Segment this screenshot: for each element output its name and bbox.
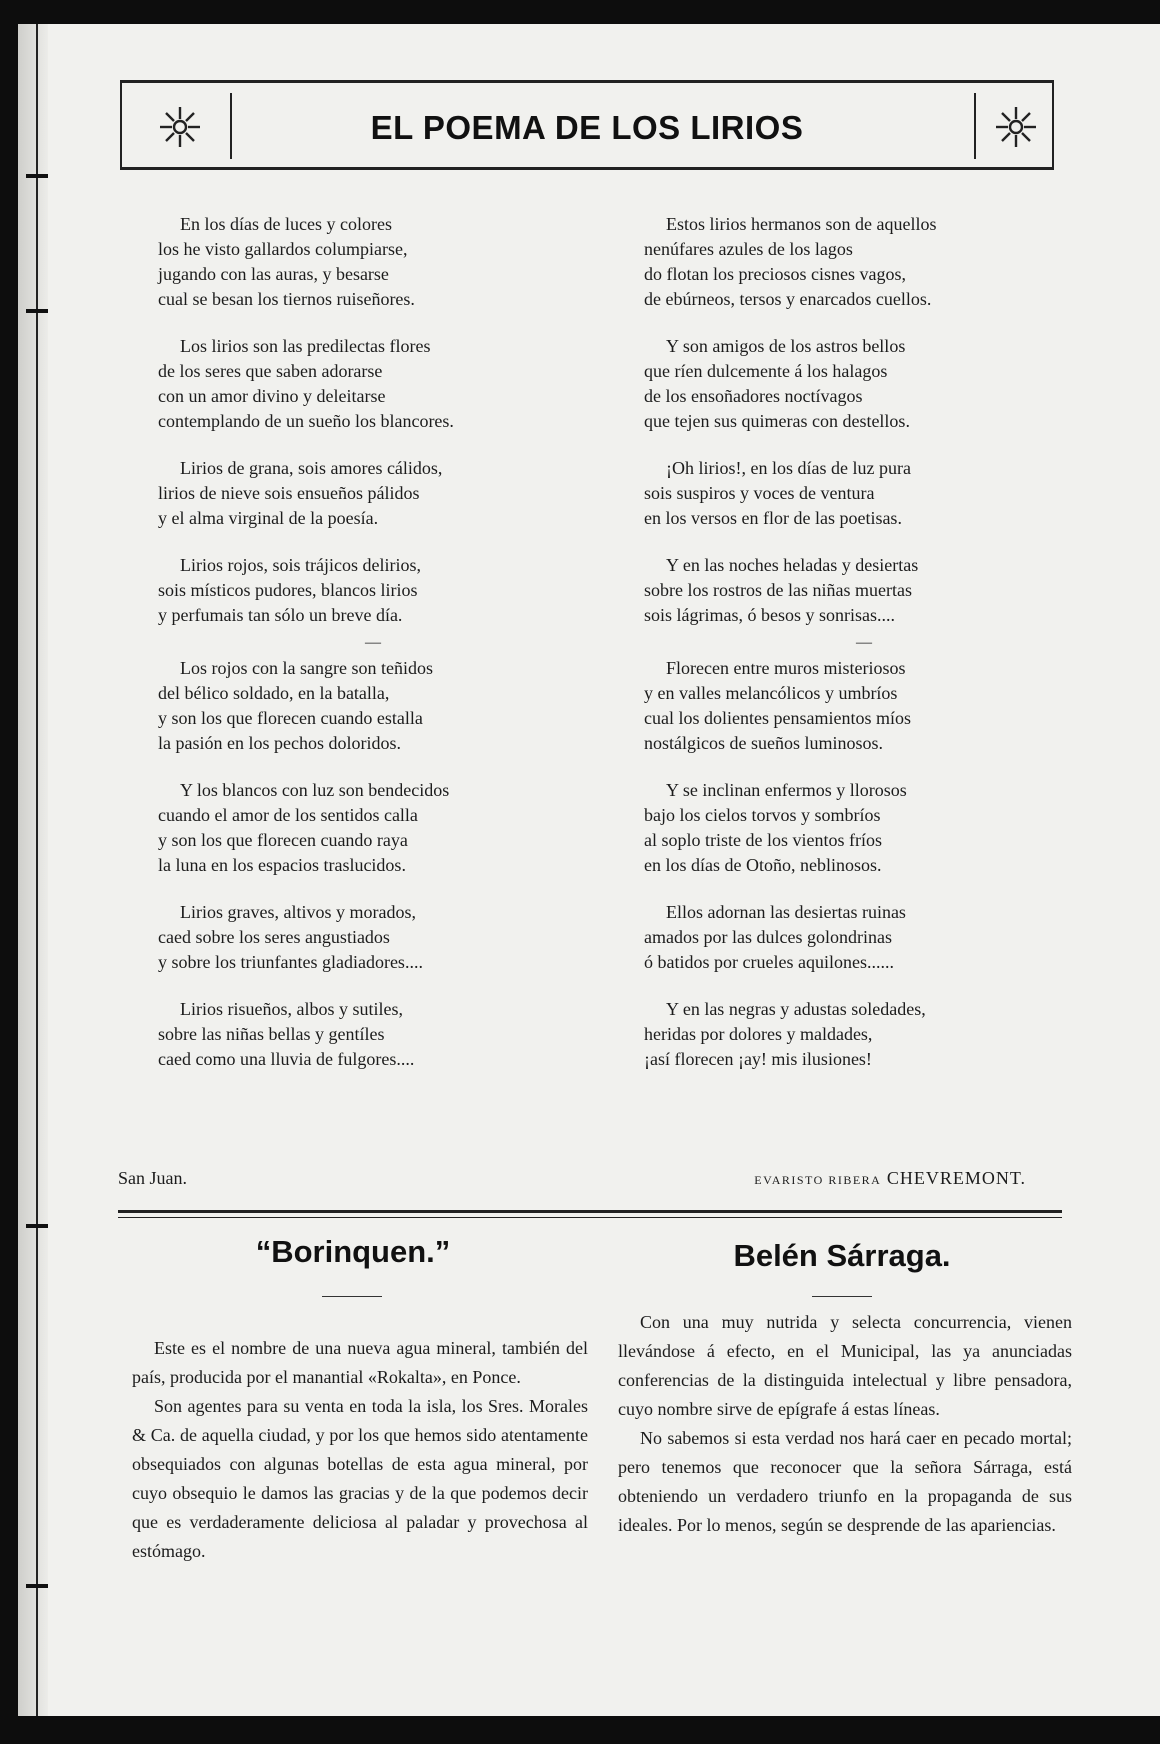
poem-stanza xyxy=(644,656,1084,756)
article-paragraph: No sabemos si esta verdad nos hará caer en pecado mortal; pero tenemos que reconocer que la señora Sárraga, está obteniendo un verdadero triunfo en la propaganda de sus ideales. Por lo menos, según se desprende de las apariencias. xyxy=(618,1428,1072,1535)
poem-line: y el alma virginal de la poesía. xyxy=(158,508,379,528)
poem-line: al soplo triste de los vientos fríos xyxy=(644,830,882,850)
poem-line: bajo los cielos torvos y sombríos xyxy=(644,805,881,825)
poem-title: EL POEMA DE LOS LIRIOS xyxy=(370,109,804,146)
poem-line: y son los que florecen cuando raya xyxy=(158,830,408,850)
poem-line: Y se inclinan enfermos y llorosos xyxy=(666,780,907,800)
poem-line: Florecen entre muros misteriosos xyxy=(666,658,906,678)
poem-stanza xyxy=(644,334,1084,434)
author-first-name: EVARISTO RIBERA xyxy=(754,1173,882,1187)
poem-line: de ebúrneos, tersos y enarcados cuellos. xyxy=(644,289,932,309)
poem-line: en los días de Otoño, neblinosos. xyxy=(644,855,882,875)
poem-line: Lirios rojos, sois trájicos delirios, xyxy=(180,555,421,575)
poem-line: jugando con las auras, y besarse xyxy=(158,264,389,284)
poem-line: caed sobre los seres angustiados xyxy=(158,927,390,947)
poem-stanza xyxy=(644,553,1084,628)
poem-line: cual los dolientes pensamientos míos xyxy=(644,708,911,728)
article-borinquen-body xyxy=(132,1334,588,1566)
page-binding xyxy=(18,24,48,1716)
poem-line: sobre los rostros de las niñas muertas xyxy=(644,580,912,600)
poem-line: En los días de luces y colores xyxy=(180,214,392,234)
poem-stanza xyxy=(644,900,1084,975)
poem-line: y perfumais tan sólo un breve día. xyxy=(158,605,403,625)
author-last-name: CHEVREMONT. xyxy=(886,1168,1026,1188)
poem-line: la pasión en los pechos doloridos. xyxy=(158,733,401,753)
poem-line: Y son amigos de los astros bellos xyxy=(666,336,906,356)
poem-line: los he visto gallardos columpiarse, xyxy=(158,239,408,259)
article-title-borinquen: “Borinquen.” xyxy=(255,1234,451,1269)
poem-line: y en valles melancólicos y umbríos xyxy=(644,683,898,703)
binding-stitch xyxy=(26,174,48,178)
poem-column-right xyxy=(644,212,1084,1094)
poem-stanza xyxy=(158,778,588,878)
article-sarraga-body xyxy=(618,1308,1072,1540)
author-signature xyxy=(754,1168,1026,1189)
poem-stanza xyxy=(158,334,588,434)
poem-line: nenúfares azules de los lagos xyxy=(644,239,853,259)
poem-line: cuando el amor de los sentidos calla xyxy=(158,805,418,825)
poem-line: que tejen sus quimeras con destellos. xyxy=(644,411,910,431)
poem-stanza xyxy=(644,456,1084,531)
poem-line: Y los blancos con luz son bendecidos xyxy=(180,780,450,800)
poem-stanza xyxy=(158,656,588,756)
poem-line: ¡así florecen ¡ay! mis ilusiones! xyxy=(644,1049,872,1069)
poem-line: lirios de nieve sois ensueños pálidos xyxy=(158,483,420,503)
poem-line: y sobre los triunfantes gladiadores.... xyxy=(158,952,423,972)
poem-line: Los rojos con la sangre son teñidos xyxy=(180,658,433,678)
poem-line: contemplando de un sueño los blancores. xyxy=(158,411,454,431)
poem-stanza xyxy=(158,997,588,1072)
title-dash xyxy=(322,1296,382,1297)
poem-line: Los lirios son las predilectas flores xyxy=(180,336,431,356)
poem-line: del bélico soldado, en la batalla, xyxy=(158,683,390,703)
poem-line: heridas por dolores y maldades, xyxy=(644,1024,873,1044)
poem-line: Ellos adornan las desiertas ruinas xyxy=(666,902,906,922)
poem-line: sois místicos pudores, blancos lirios xyxy=(158,580,418,600)
stanza-separator: — xyxy=(365,634,381,651)
poem-line: sois lágrimas, ó besos y sonrisas.... xyxy=(644,605,895,625)
poem-line: sois suspiros y voces de ventura xyxy=(644,483,875,503)
binding-stitch xyxy=(26,309,48,313)
poem-line: en los versos en flor de las poetisas. xyxy=(644,508,902,528)
poem-stanza xyxy=(158,456,588,531)
poem-line: do flotan los preciosos cisnes vagos, xyxy=(644,264,906,284)
newspaper-page xyxy=(18,24,1160,1716)
article-paragraph: Son agentes para su venta en toda la isla, los Sres. Morales & Ca. de aquella ciudad, y por los que hemos sido atentamente obsequiados con algunas botellas de esta agua mineral, por cuyo obsequio le damos las gracias y de la que podemos decir que es verdaderamente deliciosa al paladar y provechosa al estómago. xyxy=(132,1396,588,1561)
stanza-separator: — xyxy=(856,634,872,651)
binding-thread xyxy=(36,24,38,1716)
title-dash xyxy=(812,1296,872,1297)
poem-line: Lirios graves, altivos y morados, xyxy=(180,902,416,922)
poem-stanza xyxy=(158,212,588,312)
poem-stanza xyxy=(158,553,588,628)
article-paragraph: Este es el nombre de una nueva agua mineral, también del país, producida por el manantial «Rokalta», en Ponce. xyxy=(132,1338,588,1387)
poem-line: ¡Oh lirios!, en los días de luz pura xyxy=(666,458,911,478)
poem-line: Lirios risueños, albos y sutiles, xyxy=(180,999,403,1019)
article-paragraph: Con una muy nutrida y selecta concurrencia, vienen llevándose á efecto, en el Municipal, las ya anunciadas conferencias de la distinguida intelectual y libre pensadora, cuyo nombre sirve de epígrafe á estas líneas. xyxy=(618,1312,1072,1419)
poem-line: Y en las negras y adustas soledades, xyxy=(666,999,926,1019)
dateline: San Juan. xyxy=(118,1168,187,1188)
poem-line: la luna en los espacios traslucidos. xyxy=(158,855,406,875)
binding-stitch xyxy=(26,1584,48,1588)
poem-stanza xyxy=(644,778,1084,878)
poem-line: nostálgicos de sueños luminosos. xyxy=(644,733,883,753)
section-rule xyxy=(118,1217,1062,1218)
poem-line: ó batidos por crueles aquilones...... xyxy=(644,952,894,972)
poem-stanza xyxy=(644,212,1084,312)
poem-line: con un amor divino y deleitarse xyxy=(158,386,386,406)
poem-line: amados por las dulces golondrinas xyxy=(644,927,892,947)
section-rule xyxy=(118,1210,1062,1213)
poem-column-left xyxy=(158,212,588,1094)
poem-line: caed como una lluvia de fulgores.... xyxy=(158,1049,415,1069)
poem-line: y son los que florecen cuando estalla xyxy=(158,708,423,728)
poem-line: cual se besan los tiernos ruiseñores. xyxy=(158,289,415,309)
binding-stitch xyxy=(26,1224,48,1228)
poem-line: sobre las niñas bellas y gentíles xyxy=(158,1024,385,1044)
poem-stanza xyxy=(158,900,588,975)
flower-ornament-icon xyxy=(994,105,1038,149)
poem-header xyxy=(120,80,1054,170)
article-title-sarraga: Belén Sárraga. xyxy=(733,1238,951,1273)
poem-line: Lirios de grana, sois amores cálidos, xyxy=(180,458,443,478)
poem-line: Estos lirios hermanos son de aquellos xyxy=(666,214,937,234)
header-divider xyxy=(974,93,976,159)
poem-line: Y en las noches heladas y desiertas xyxy=(666,555,919,575)
poem-line: de los ensoñadores noctívagos xyxy=(644,386,863,406)
poem-stanza xyxy=(644,997,1084,1072)
poem-line: que ríen dulcemente á los halagos xyxy=(644,361,888,381)
poem-line: de los seres que saben adorarse xyxy=(158,361,383,381)
